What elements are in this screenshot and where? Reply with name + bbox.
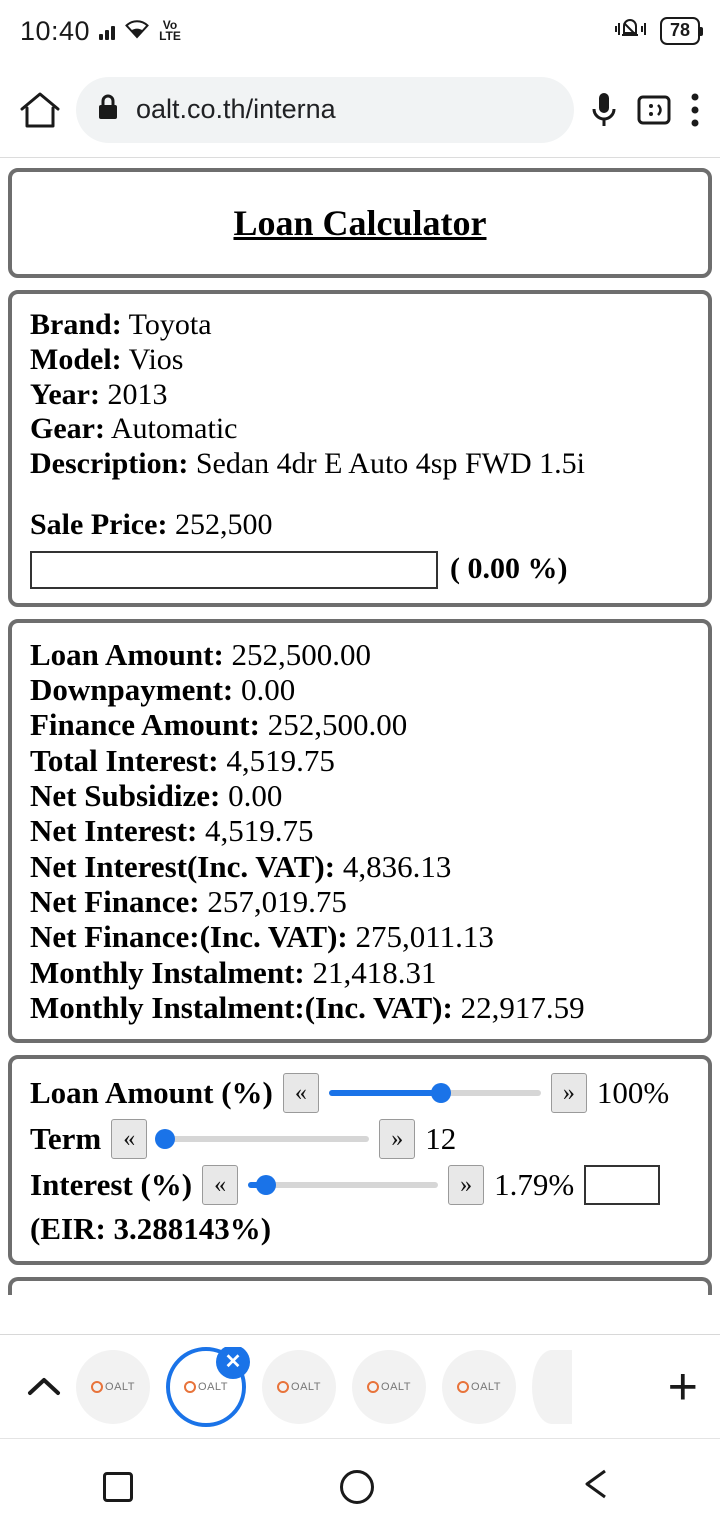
result-finance-amount-value: 252,500.00 bbox=[267, 707, 408, 743]
result-net-finance-value: 257,019.75 bbox=[207, 884, 347, 920]
address-bar[interactable] bbox=[76, 77, 574, 143]
overflow-menu-icon[interactable] bbox=[688, 88, 702, 132]
result-net-interest-value: 4,519.75 bbox=[205, 813, 314, 849]
result-loan-amount-label: Loan Amount: bbox=[30, 636, 224, 672]
result-monthly-instalment-vat-label: Monthly Instalment:(Inc. VAT): bbox=[30, 990, 453, 1026]
spec-year bbox=[30, 378, 690, 413]
result-net-subsidize bbox=[30, 778, 690, 813]
new-tab-button[interactable]: + bbox=[667, 1357, 698, 1416]
result-net-interest-vat-value: 4,836.13 bbox=[342, 848, 452, 884]
sale-price-label: Sale Price: bbox=[30, 507, 168, 541]
chevron-up-icon[interactable] bbox=[22, 1373, 66, 1401]
tab-thumbnail[interactable] bbox=[262, 1350, 336, 1424]
result-total-interest-value: 4,519.75 bbox=[226, 742, 335, 778]
loan-amount-increment-button[interactable]: » bbox=[551, 1073, 587, 1113]
site-favicon: OALT bbox=[277, 1381, 321, 1393]
result-finance-amount-label: Finance Amount: bbox=[30, 707, 260, 743]
spec-year-value: 2013 bbox=[107, 377, 168, 411]
term-slider-label: Term bbox=[30, 1121, 102, 1157]
loan-amount-slider-label: Loan Amount (%) bbox=[30, 1075, 273, 1111]
title-card bbox=[8, 168, 712, 278]
result-monthly-instalment-label: Monthly Instalment: bbox=[30, 954, 305, 990]
result-net-finance-label: Net Finance: bbox=[30, 884, 200, 920]
loan-results-list bbox=[30, 637, 690, 1026]
result-net-finance-vat-label: Net Finance:(Inc. VAT): bbox=[30, 919, 348, 955]
result-monthly-instalment bbox=[30, 955, 690, 990]
down-payment-row bbox=[30, 551, 690, 589]
spec-gear bbox=[30, 412, 690, 447]
slider-controls bbox=[30, 1073, 690, 1247]
tab-thumbnail[interactable] bbox=[352, 1350, 426, 1424]
spec-brand bbox=[30, 308, 690, 343]
spec-brand-label: Brand: bbox=[30, 308, 122, 341]
result-monthly-instalment-vat-value: 22,917.59 bbox=[460, 990, 585, 1026]
result-net-finance-vat-value: 275,011.13 bbox=[355, 919, 494, 955]
loan-results-card bbox=[8, 619, 712, 1044]
loan-amount-slider-row bbox=[30, 1073, 690, 1113]
interest-slider[interactable] bbox=[248, 1182, 438, 1188]
result-total-interest-label: Total Interest: bbox=[30, 742, 219, 778]
site-favicon: OALT bbox=[184, 1381, 228, 1393]
triangle-back-icon[interactable] bbox=[581, 1466, 617, 1507]
interest-increment-button[interactable]: » bbox=[448, 1165, 484, 1205]
microphone-icon[interactable] bbox=[588, 89, 620, 131]
spec-description-value: Sedan 4dr E Auto 4sp FWD 1.5i bbox=[195, 447, 585, 481]
url-text: oalt.co.th/interna bbox=[136, 94, 336, 124]
loan-amount-value: 100% bbox=[596, 1075, 670, 1111]
eir-text: (EIR: 3.288143%) bbox=[30, 1211, 272, 1247]
status-clock: 10:40 bbox=[20, 15, 91, 46]
term-value: 12 bbox=[425, 1121, 457, 1157]
status-bar-right bbox=[614, 17, 700, 46]
result-net-finance bbox=[30, 884, 690, 919]
vibrate-icon bbox=[614, 17, 648, 46]
sale-price-row bbox=[30, 508, 690, 543]
spec-gear-value: Automatic bbox=[110, 412, 238, 446]
tab-thumbnail[interactable] bbox=[442, 1350, 516, 1424]
reader-mode-icon[interactable] bbox=[634, 90, 674, 130]
spec-description bbox=[30, 447, 690, 482]
status-bar bbox=[0, 0, 720, 62]
result-total-interest bbox=[30, 743, 690, 778]
result-net-interest-vat bbox=[30, 849, 690, 884]
tab-thumbnail[interactable] bbox=[76, 1350, 150, 1424]
interest-input[interactable] bbox=[584, 1165, 660, 1205]
wifi-icon bbox=[124, 19, 150, 44]
interest-value: 1.79% bbox=[494, 1167, 575, 1203]
vehicle-details-card bbox=[8, 290, 712, 607]
spec-model-value: Vios bbox=[128, 342, 184, 376]
result-net-subsidize-label: Net Subsidize: bbox=[30, 778, 221, 814]
sale-price-value: 252,500 bbox=[174, 507, 273, 541]
browser-toolbar bbox=[0, 62, 720, 158]
interest-slider-row bbox=[30, 1165, 690, 1205]
volte-indicator: Vo LTE bbox=[159, 18, 181, 43]
close-icon[interactable]: ✕ bbox=[216, 1347, 250, 1379]
result-net-subsidize-value: 0.00 bbox=[228, 778, 283, 814]
next-card-partial bbox=[8, 1277, 712, 1295]
spec-model bbox=[30, 343, 690, 378]
result-net-interest-vat-label: Net Interest(Inc. VAT): bbox=[30, 848, 336, 884]
interest-slider-label: Interest (%) bbox=[30, 1167, 193, 1203]
term-decrement-button[interactable]: « bbox=[111, 1119, 147, 1159]
spec-year-label: Year: bbox=[30, 377, 100, 411]
interest-decrement-button[interactable]: « bbox=[202, 1165, 238, 1205]
site-favicon: OALT bbox=[91, 1381, 135, 1393]
result-net-interest-label: Net Interest: bbox=[30, 813, 198, 849]
slider-controls-card bbox=[8, 1055, 712, 1265]
web-page-content bbox=[0, 158, 720, 1334]
circle-home-icon[interactable] bbox=[340, 1470, 374, 1504]
result-loan-amount bbox=[30, 637, 690, 672]
system-navigation-bar bbox=[0, 1438, 720, 1520]
battery-indicator: 78 bbox=[660, 17, 700, 45]
loan-amount-decrement-button[interactable]: « bbox=[283, 1073, 319, 1113]
page-title: Loan Calculator bbox=[233, 203, 487, 243]
lock-icon bbox=[96, 93, 120, 126]
tab-thumbnail-active[interactable] bbox=[166, 1347, 246, 1427]
square-recents-icon[interactable] bbox=[103, 1472, 133, 1502]
result-downpayment-value: 0.00 bbox=[240, 672, 296, 708]
tab-list[interactable] bbox=[76, 1347, 652, 1427]
tab-strip bbox=[0, 1334, 720, 1438]
tab-thumbnail[interactable] bbox=[532, 1350, 572, 1424]
result-downpayment bbox=[30, 672, 690, 707]
result-loan-amount-value: 252,500.00 bbox=[231, 636, 372, 672]
spec-description-label: Description: bbox=[30, 447, 189, 481]
result-net-finance-vat bbox=[30, 919, 690, 954]
term-slider-row bbox=[30, 1119, 690, 1159]
term-slider[interactable] bbox=[157, 1136, 369, 1142]
spec-brand-value: Toyota bbox=[128, 308, 212, 341]
loan-amount-slider[interactable] bbox=[329, 1090, 541, 1096]
spec-model-label: Model: bbox=[30, 342, 122, 376]
term-increment-button[interactable]: » bbox=[379, 1119, 415, 1159]
signal-bars-icon bbox=[99, 22, 115, 40]
result-downpayment-label: Downpayment: bbox=[30, 672, 234, 708]
site-favicon: OALT bbox=[457, 1381, 501, 1393]
result-monthly-instalment-value: 21,418.31 bbox=[312, 954, 437, 990]
spec-gear-label: Gear: bbox=[30, 412, 105, 446]
home-icon[interactable] bbox=[18, 89, 62, 131]
result-finance-amount bbox=[30, 707, 690, 742]
down-payment-input[interactable] bbox=[30, 551, 438, 589]
vehicle-specs bbox=[30, 308, 690, 589]
down-payment-percent: ( 0.00 %) bbox=[450, 552, 568, 586]
result-monthly-instalment-vat bbox=[30, 990, 690, 1025]
status-bar-left bbox=[20, 16, 181, 47]
result-net-interest bbox=[30, 813, 690, 848]
site-favicon: OALT bbox=[367, 1381, 411, 1393]
